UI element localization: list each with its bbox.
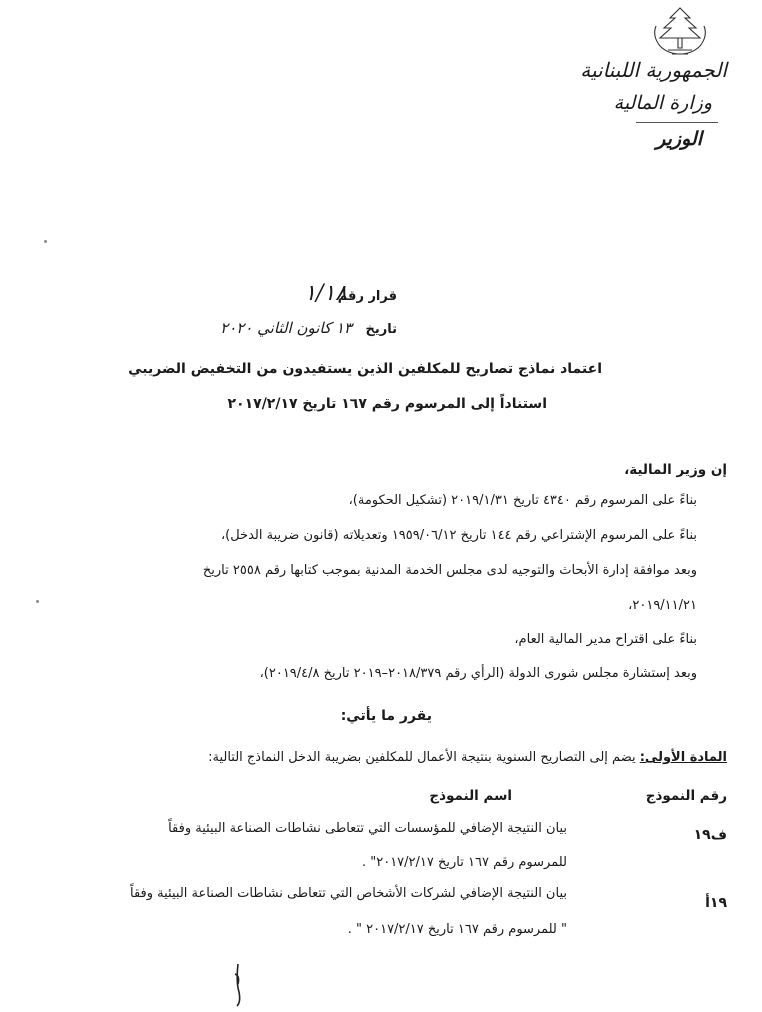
paragraph-1: بناءً على المرسوم رقم ٤٣٤٠ تاريخ ٢٠١٩/١/٣١ (تشكيل الحكومة)،	[348, 493, 697, 508]
models-header-name: اسم النموذج	[429, 788, 512, 804]
model-1-name-line1: بيان النتيجة الإضافي للمؤسسات التي تتعاطى نشاطات الصناعة البيئية وفقاً	[168, 821, 567, 836]
cedar-emblem-icon	[648, 4, 712, 60]
ministry-header: وزارة المالية	[613, 92, 712, 114]
model-2-name-line1: بيان النتيجة الإضافي لشركات الأشخاص التي تتعاطى نشاطات الصناعة البيئية وفقاً	[130, 886, 567, 901]
paragraph-2: بناءً على المرسوم الإشتراعي رقم ١٤٤ تاريخ ١٩٥٩/٠٦/١٢ وتعديلاته (قانون ضريبة الدخل)،	[220, 528, 697, 543]
paragraph-5: وبعد إستشارة مجلس شورى الدولة (الرأي رقم ٢٠١٨/٣٧٩–٢٠١٩ تاريخ ٢٠١٩/٤/٨)،	[259, 666, 697, 681]
decision-number-value: ١/١٨	[304, 281, 347, 306]
decides-heading: يقرر ما يأتي:	[340, 708, 432, 724]
models-header-number: رقم النموذج	[645, 788, 727, 804]
model-1-number: ف١٩	[693, 827, 727, 843]
paragraph-4: بناءً على اقتراح مدير المالية العام،	[514, 632, 697, 647]
opening-line: إن وزير المالية،	[624, 462, 727, 478]
minister-header: الوزير	[656, 128, 702, 150]
decision-date-value: ١٣ كانون الثاني ٢٠٢٠	[220, 319, 352, 337]
decision-date-label: تاريخ	[365, 322, 397, 337]
article-1-text: يضم إلى التصاريح السنوية بنتيجة الأعمال للمكلفين بضريبة الدخل النماذج التالية:	[208, 750, 636, 765]
decision-number-label: قرار رقم	[337, 289, 397, 304]
scan-speck	[44, 240, 47, 243]
document-title-line2: استناداً إلى المرسوم رقم ١٦٧ تاريخ ٢٠١٧/٢/١٧	[227, 396, 547, 412]
article-1	[208, 750, 727, 765]
paragraph-3b: ٢٠١٩/١١/٢١،	[628, 598, 697, 613]
republic-header: الجمهورية اللبنانية	[580, 58, 727, 82]
paragraph-3a: وبعد موافقة إدارة الأبحاث والتوجيه لدى مجلس الخدمة المدنية بموجب كتابها رقم ٢٥٥٨ تاريخ	[202, 563, 697, 578]
article-1-label: المادة الأولى:	[639, 750, 727, 765]
model-2-number: ١٩أ	[705, 895, 727, 911]
scan-speck	[36, 600, 39, 603]
signature-mark	[228, 962, 248, 1008]
document-title-line1: اعتماد نماذج تصاريح للمكلفين الذين يستفيدون من التخفيض الضريبي	[128, 361, 602, 377]
model-1-name-line2: للمرسوم رقم ١٦٧ تاريخ ٢٠١٧/٢/١٧" .	[361, 855, 567, 870]
header-divider	[636, 122, 718, 123]
model-2-name-line2: " للمرسوم رقم ١٦٧ تاريخ ٢٠١٧/٢/١٧ " .	[347, 922, 567, 937]
